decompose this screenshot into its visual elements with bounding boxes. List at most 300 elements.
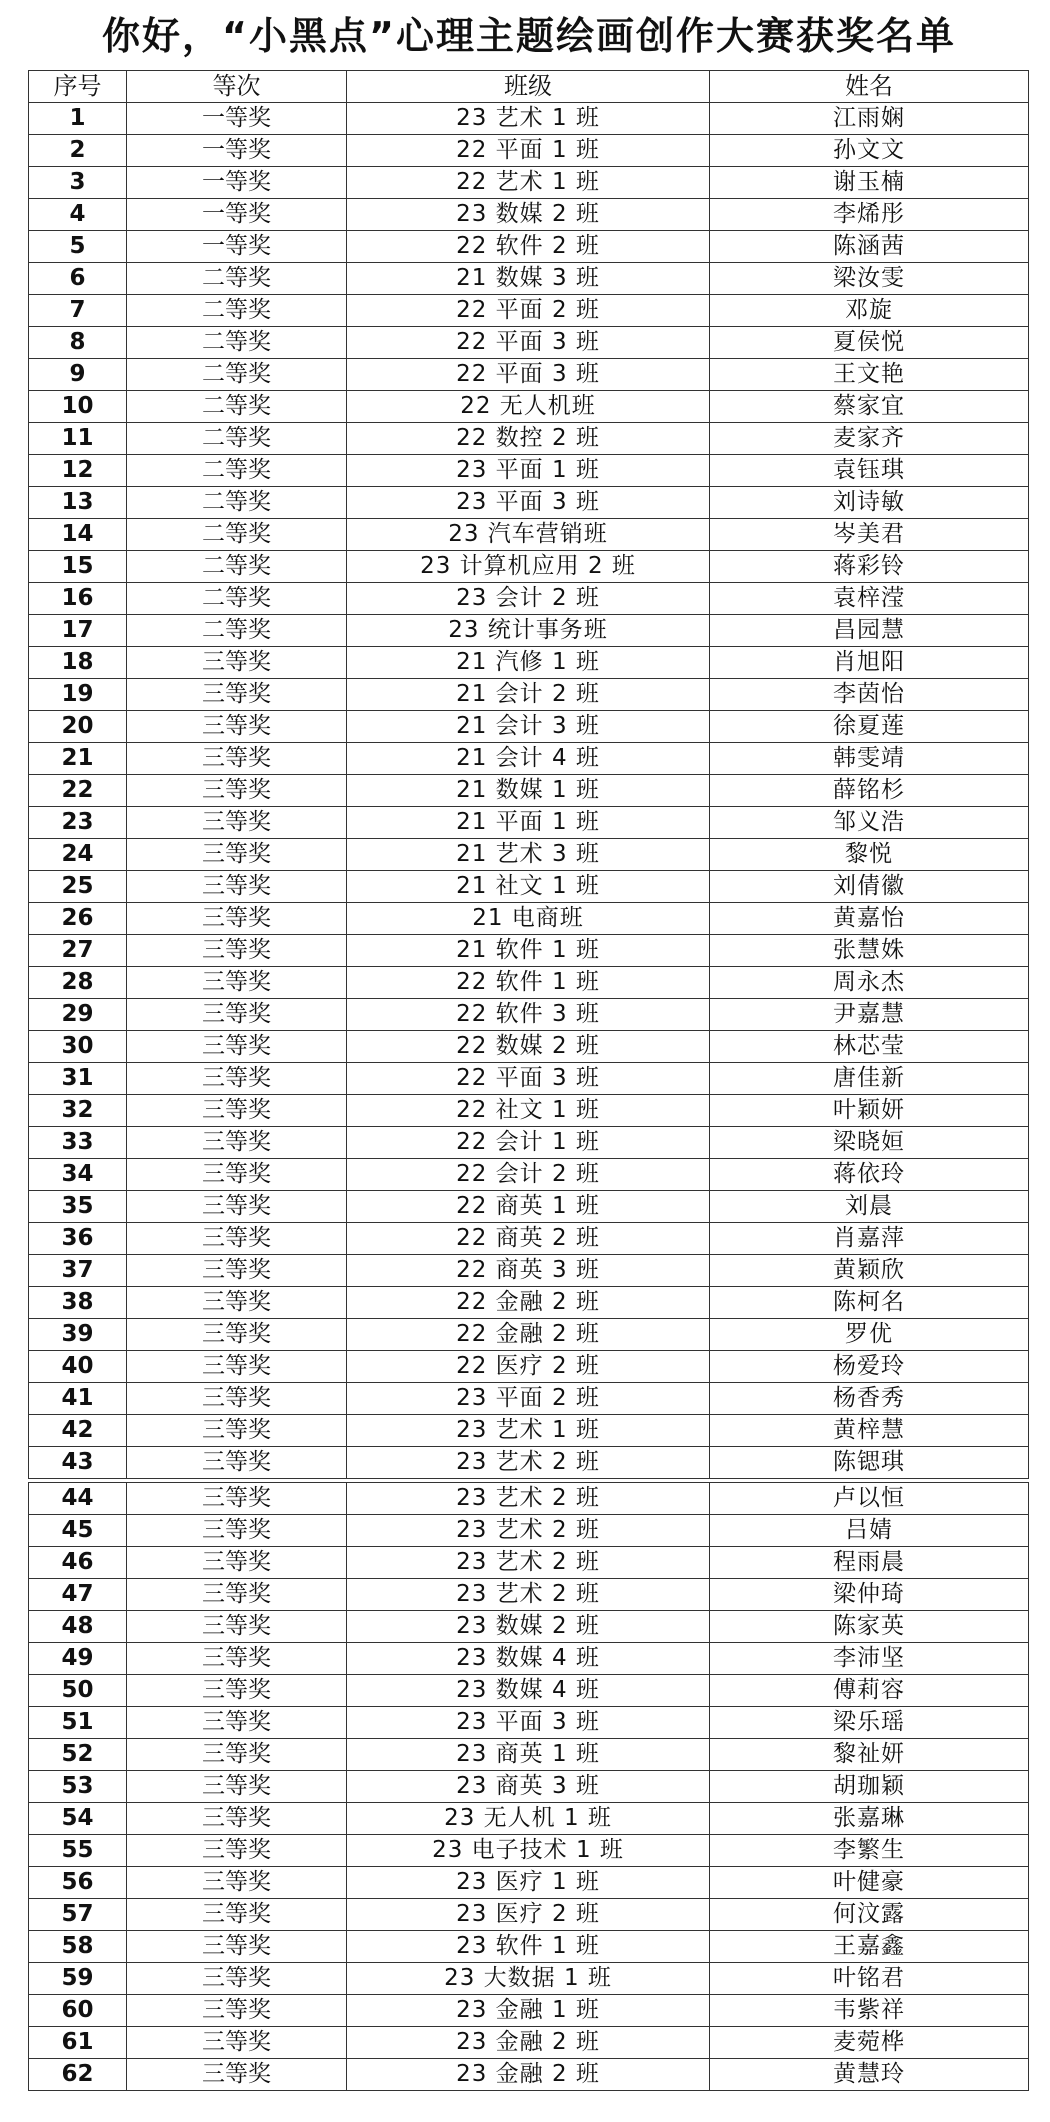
cell-class: 23 会计 2 班 <box>347 583 710 615</box>
cell-no: 31 <box>29 1063 127 1095</box>
cell-no: 7 <box>29 295 127 327</box>
cell-name: 李沛坚 <box>710 1643 1029 1675</box>
cell-no: 5 <box>29 231 127 263</box>
table-row <box>29 327 1029 359</box>
cell-award: 三等奖 <box>127 679 347 711</box>
table-row <box>29 1095 1029 1127</box>
cell-award: 二等奖 <box>127 295 347 327</box>
cell-no: 9 <box>29 359 127 391</box>
cell-name: 王嘉鑫 <box>710 1931 1029 1963</box>
cell-award: 三等奖 <box>127 1287 347 1319</box>
cell-name: 张嘉琳 <box>710 1803 1029 1835</box>
table-header-row <box>29 71 1029 103</box>
cell-no: 22 <box>29 775 127 807</box>
cell-name: 蒋依玲 <box>710 1159 1029 1191</box>
header-award: 等次 <box>127 71 347 103</box>
cell-class: 21 会计 2 班 <box>347 679 710 711</box>
table-row <box>29 935 1029 967</box>
table-row <box>29 903 1029 935</box>
cell-no: 14 <box>29 519 127 551</box>
cell-name: 麦家齐 <box>710 423 1029 455</box>
cell-award: 三等奖 <box>127 1447 347 1479</box>
cell-name: 黎祉妍 <box>710 1739 1029 1771</box>
cell-award: 三等奖 <box>127 1063 347 1095</box>
table-row <box>29 2027 1029 2059</box>
cell-award: 三等奖 <box>127 2027 347 2059</box>
cell-name: 韦紫祥 <box>710 1995 1029 2027</box>
table-row <box>29 1675 1029 1707</box>
cell-no: 49 <box>29 1643 127 1675</box>
table-row <box>29 391 1029 423</box>
table-row <box>29 199 1029 231</box>
table-row <box>29 263 1029 295</box>
cell-no: 47 <box>29 1579 127 1611</box>
cell-award: 一等奖 <box>127 199 347 231</box>
cell-class: 23 平面 2 班 <box>347 1383 710 1415</box>
cell-class: 23 电子技术 1 班 <box>347 1835 710 1867</box>
cell-class: 23 计算机应用 2 班 <box>347 551 710 583</box>
cell-name: 黄梓慧 <box>710 1415 1029 1447</box>
table-row <box>29 423 1029 455</box>
cell-no: 15 <box>29 551 127 583</box>
cell-award: 三等奖 <box>127 1675 347 1707</box>
cell-award: 三等奖 <box>127 1095 347 1127</box>
table-row <box>29 1611 1029 1643</box>
cell-award: 三等奖 <box>127 1771 347 1803</box>
cell-class: 23 商英 3 班 <box>347 1771 710 1803</box>
cell-no: 54 <box>29 1803 127 1835</box>
cell-class: 23 平面 3 班 <box>347 487 710 519</box>
table-row <box>29 839 1029 871</box>
page-title: 你好，“小黑点”心理主题绘画创作大赛获奖名单 <box>102 14 956 58</box>
cell-no: 38 <box>29 1287 127 1319</box>
cell-award: 二等奖 <box>127 487 347 519</box>
cell-name: 袁钰琪 <box>710 455 1029 487</box>
cell-name: 黎悦 <box>710 839 1029 871</box>
cell-award: 二等奖 <box>127 583 347 615</box>
cell-award: 三等奖 <box>127 1931 347 1963</box>
cell-no: 8 <box>29 327 127 359</box>
cell-class: 22 社文 1 班 <box>347 1095 710 1127</box>
cell-class: 22 平面 3 班 <box>347 327 710 359</box>
cell-no: 1 <box>29 103 127 135</box>
cell-no: 53 <box>29 1771 127 1803</box>
cell-class: 22 数媒 2 班 <box>347 1031 710 1063</box>
cell-award: 三等奖 <box>127 647 347 679</box>
cell-award: 三等奖 <box>127 1383 347 1415</box>
cell-name: 梁汝雯 <box>710 263 1029 295</box>
table-body <box>29 103 1029 2091</box>
cell-class: 21 艺术 3 班 <box>347 839 710 871</box>
cell-name: 黄慧玲 <box>710 2059 1029 2091</box>
header-name: 姓名 <box>710 71 1029 103</box>
cell-no: 56 <box>29 1867 127 1899</box>
cell-name: 李茵怡 <box>710 679 1029 711</box>
cell-class: 22 平面 3 班 <box>347 359 710 391</box>
cell-name: 邹义浩 <box>710 807 1029 839</box>
table-row <box>29 1931 1029 1963</box>
table-row <box>29 1899 1029 1931</box>
cell-class: 23 金融 2 班 <box>347 2059 710 2091</box>
table-row <box>29 1643 1029 1675</box>
cell-class: 22 平面 1 班 <box>347 135 710 167</box>
cell-no: 18 <box>29 647 127 679</box>
cell-award: 三等奖 <box>127 1319 347 1351</box>
cell-no: 40 <box>29 1351 127 1383</box>
cell-class: 23 大数据 1 班 <box>347 1963 710 1995</box>
table-row <box>29 1159 1029 1191</box>
cell-award: 二等奖 <box>127 615 347 647</box>
cell-class: 22 金融 2 班 <box>347 1287 710 1319</box>
cell-no: 35 <box>29 1191 127 1223</box>
table-row <box>29 1867 1029 1899</box>
cell-class: 22 艺术 1 班 <box>347 167 710 199</box>
table-row <box>29 1579 1029 1611</box>
cell-class: 21 电商班 <box>347 903 710 935</box>
cell-name: 梁仲琦 <box>710 1579 1029 1611</box>
cell-no: 12 <box>29 455 127 487</box>
cell-class: 22 商英 1 班 <box>347 1191 710 1223</box>
header-class: 班级 <box>347 71 710 103</box>
cell-no: 30 <box>29 1031 127 1063</box>
table-row <box>29 1351 1029 1383</box>
cell-no: 36 <box>29 1223 127 1255</box>
cell-class: 22 金融 2 班 <box>347 1319 710 1351</box>
cell-no: 19 <box>29 679 127 711</box>
cell-award: 三等奖 <box>127 1547 347 1579</box>
cell-class: 21 会计 3 班 <box>347 711 710 743</box>
table-row <box>29 1447 1029 1479</box>
cell-no: 20 <box>29 711 127 743</box>
cell-name: 叶铭君 <box>710 1963 1029 1995</box>
cell-class: 22 无人机班 <box>347 391 710 423</box>
cell-name: 尹嘉慧 <box>710 999 1029 1031</box>
cell-name: 蒋彩铃 <box>710 551 1029 583</box>
cell-award: 二等奖 <box>127 519 347 551</box>
cell-no: 16 <box>29 583 127 615</box>
cell-name: 李繁生 <box>710 1835 1029 1867</box>
cell-award: 三等奖 <box>127 871 347 903</box>
cell-class: 22 会计 1 班 <box>347 1127 710 1159</box>
cell-no: 32 <box>29 1095 127 1127</box>
cell-no: 51 <box>29 1707 127 1739</box>
table-row <box>29 967 1029 999</box>
cell-no: 59 <box>29 1963 127 1995</box>
table-row <box>29 1803 1029 1835</box>
cell-name: 梁乐瑶 <box>710 1707 1029 1739</box>
cell-class: 22 数控 2 班 <box>347 423 710 455</box>
cell-award: 三等奖 <box>127 1803 347 1835</box>
cell-no: 11 <box>29 423 127 455</box>
cell-name: 李烯彤 <box>710 199 1029 231</box>
cell-name: 刘倩徽 <box>710 871 1029 903</box>
table-row <box>29 1483 1029 1515</box>
table-row <box>29 519 1029 551</box>
table-row <box>29 1963 1029 1995</box>
cell-class: 23 艺术 2 班 <box>347 1547 710 1579</box>
cell-no: 44 <box>29 1483 127 1515</box>
cell-no: 26 <box>29 903 127 935</box>
cell-name: 王文艳 <box>710 359 1029 391</box>
cell-award: 三等奖 <box>127 1867 347 1899</box>
cell-name: 刘晨 <box>710 1191 1029 1223</box>
header-no: 序号 <box>29 71 127 103</box>
cell-award: 三等奖 <box>127 1483 347 1515</box>
cell-no: 42 <box>29 1415 127 1447</box>
table-row <box>29 711 1029 743</box>
cell-no: 45 <box>29 1515 127 1547</box>
table-row <box>29 1223 1029 1255</box>
cell-no: 2 <box>29 135 127 167</box>
cell-no: 6 <box>29 263 127 295</box>
cell-class: 22 平面 2 班 <box>347 295 710 327</box>
cell-no: 13 <box>29 487 127 519</box>
cell-class: 21 平面 1 班 <box>347 807 710 839</box>
cell-name: 叶健豪 <box>710 1867 1029 1899</box>
cell-name: 黄颖欣 <box>710 1255 1029 1287</box>
table-row <box>29 455 1029 487</box>
cell-award: 三等奖 <box>127 775 347 807</box>
cell-class: 23 软件 1 班 <box>347 1931 710 1963</box>
table-row <box>29 551 1029 583</box>
cell-name: 孙文文 <box>710 135 1029 167</box>
cell-award: 二等奖 <box>127 551 347 583</box>
cell-name: 谢玉楠 <box>710 167 1029 199</box>
cell-name: 岑美君 <box>710 519 1029 551</box>
cell-no: 3 <box>29 167 127 199</box>
cell-class: 23 艺术 2 班 <box>347 1447 710 1479</box>
cell-no: 61 <box>29 2027 127 2059</box>
cell-name: 傅莉容 <box>710 1675 1029 1707</box>
cell-class: 22 软件 2 班 <box>347 231 710 263</box>
cell-class: 22 商英 3 班 <box>347 1255 710 1287</box>
table-row <box>29 359 1029 391</box>
table-row <box>29 487 1029 519</box>
table-row <box>29 1031 1029 1063</box>
table-row <box>29 103 1029 135</box>
cell-award: 二等奖 <box>127 423 347 455</box>
table-row <box>29 743 1029 775</box>
table-row <box>29 807 1029 839</box>
cell-award: 三等奖 <box>127 1707 347 1739</box>
cell-award: 三等奖 <box>127 1127 347 1159</box>
cell-name: 叶颖妍 <box>710 1095 1029 1127</box>
cell-class: 23 统计事务班 <box>347 615 710 647</box>
table-row <box>29 1771 1029 1803</box>
cell-name: 杨香秀 <box>710 1383 1029 1415</box>
cell-no: 50 <box>29 1675 127 1707</box>
cell-class: 22 商英 2 班 <box>347 1223 710 1255</box>
table-row <box>29 2059 1029 2091</box>
cell-name: 韩雯靖 <box>710 743 1029 775</box>
cell-award: 三等奖 <box>127 1995 347 2027</box>
cell-award: 三等奖 <box>127 2059 347 2091</box>
table-row <box>29 1191 1029 1223</box>
cell-name: 胡珈颖 <box>710 1771 1029 1803</box>
cell-no: 10 <box>29 391 127 423</box>
cell-class: 23 金融 2 班 <box>347 2027 710 2059</box>
cell-award: 二等奖 <box>127 391 347 423</box>
cell-award: 一等奖 <box>127 167 347 199</box>
cell-name: 邓旋 <box>710 295 1029 327</box>
cell-award: 三等奖 <box>127 1031 347 1063</box>
cell-award: 三等奖 <box>127 1515 347 1547</box>
cell-no: 48 <box>29 1611 127 1643</box>
cell-award: 三等奖 <box>127 1579 347 1611</box>
cell-no: 52 <box>29 1739 127 1771</box>
cell-no: 37 <box>29 1255 127 1287</box>
cell-no: 43 <box>29 1447 127 1479</box>
cell-name: 袁梓滢 <box>710 583 1029 615</box>
cell-award: 一等奖 <box>127 135 347 167</box>
table-row <box>29 1515 1029 1547</box>
cell-name: 吕婧 <box>710 1515 1029 1547</box>
cell-name: 陈柯名 <box>710 1287 1029 1319</box>
table-row <box>29 295 1029 327</box>
cell-name: 刘诗敏 <box>710 487 1029 519</box>
table-row <box>29 583 1029 615</box>
table-row <box>29 1287 1029 1319</box>
cell-award: 三等奖 <box>127 1643 347 1675</box>
cell-no: 17 <box>29 615 127 647</box>
table-row <box>29 1835 1029 1867</box>
cell-no: 25 <box>29 871 127 903</box>
cell-no: 62 <box>29 2059 127 2091</box>
cell-award: 三等奖 <box>127 743 347 775</box>
cell-class: 23 汽车营销班 <box>347 519 710 551</box>
cell-class: 21 数媒 3 班 <box>347 263 710 295</box>
cell-class: 23 无人机 1 班 <box>347 1803 710 1835</box>
cell-name: 麦菀桦 <box>710 2027 1029 2059</box>
cell-name: 肖旭阳 <box>710 647 1029 679</box>
cell-class: 22 软件 3 班 <box>347 999 710 1031</box>
cell-award: 三等奖 <box>127 1223 347 1255</box>
cell-award: 三等奖 <box>127 1159 347 1191</box>
cell-name: 夏侯悦 <box>710 327 1029 359</box>
award-table <box>28 70 1029 2091</box>
cell-name: 罗优 <box>710 1319 1029 1351</box>
cell-award: 三等奖 <box>127 1963 347 1995</box>
cell-award: 三等奖 <box>127 807 347 839</box>
cell-name: 梁晓姮 <box>710 1127 1029 1159</box>
table-row <box>29 1995 1029 2027</box>
cell-award: 三等奖 <box>127 1739 347 1771</box>
cell-award: 三等奖 <box>127 711 347 743</box>
cell-name: 林芯莹 <box>710 1031 1029 1063</box>
table-row <box>29 775 1029 807</box>
cell-class: 23 艺术 2 班 <box>347 1515 710 1547</box>
cell-award: 一等奖 <box>127 103 347 135</box>
cell-no: 39 <box>29 1319 127 1351</box>
cell-class: 23 平面 3 班 <box>347 1707 710 1739</box>
cell-no: 33 <box>29 1127 127 1159</box>
cell-no: 21 <box>29 743 127 775</box>
cell-name: 陈涵茜 <box>710 231 1029 263</box>
cell-award: 三等奖 <box>127 1191 347 1223</box>
cell-no: 27 <box>29 935 127 967</box>
table-row <box>29 615 1029 647</box>
cell-class: 23 医疗 1 班 <box>347 1867 710 1899</box>
table-row <box>29 1319 1029 1351</box>
table-row <box>29 135 1029 167</box>
cell-class: 23 数媒 2 班 <box>347 1611 710 1643</box>
cell-class: 22 软件 1 班 <box>347 967 710 999</box>
cell-award: 一等奖 <box>127 231 347 263</box>
cell-no: 29 <box>29 999 127 1031</box>
cell-award: 二等奖 <box>127 359 347 391</box>
cell-name: 黄嘉怡 <box>710 903 1029 935</box>
cell-class: 23 艺术 2 班 <box>347 1579 710 1611</box>
cell-no: 28 <box>29 967 127 999</box>
table-row <box>29 167 1029 199</box>
cell-class: 22 平面 3 班 <box>347 1063 710 1095</box>
cell-name: 张慧姝 <box>710 935 1029 967</box>
cell-class: 23 艺术 1 班 <box>347 1415 710 1447</box>
cell-award: 三等奖 <box>127 1899 347 1931</box>
cell-award: 二等奖 <box>127 455 347 487</box>
table-row <box>29 1383 1029 1415</box>
cell-no: 46 <box>29 1547 127 1579</box>
cell-class: 21 社文 1 班 <box>347 871 710 903</box>
cell-class: 23 数媒 2 班 <box>347 199 710 231</box>
cell-no: 4 <box>29 199 127 231</box>
cell-no: 58 <box>29 1931 127 1963</box>
cell-class: 22 医疗 2 班 <box>347 1351 710 1383</box>
table-row <box>29 1127 1029 1159</box>
cell-name: 薛铭杉 <box>710 775 1029 807</box>
cell-name: 唐佳新 <box>710 1063 1029 1095</box>
cell-name: 何汶露 <box>710 1899 1029 1931</box>
table-row <box>29 999 1029 1031</box>
cell-no: 55 <box>29 1835 127 1867</box>
cell-name: 江雨娴 <box>710 103 1029 135</box>
cell-class: 23 平面 1 班 <box>347 455 710 487</box>
table-row <box>29 1547 1029 1579</box>
table-row <box>29 1415 1029 1447</box>
table-row <box>29 1063 1029 1095</box>
cell-award: 三等奖 <box>127 839 347 871</box>
table-row <box>29 871 1029 903</box>
cell-class: 23 数媒 4 班 <box>347 1675 710 1707</box>
table-row <box>29 647 1029 679</box>
cell-no: 41 <box>29 1383 127 1415</box>
cell-name: 周永杰 <box>710 967 1029 999</box>
table-row <box>29 679 1029 711</box>
cell-award: 三等奖 <box>127 1611 347 1643</box>
cell-no: 57 <box>29 1899 127 1931</box>
cell-no: 23 <box>29 807 127 839</box>
cell-award: 二等奖 <box>127 263 347 295</box>
cell-name: 程雨晨 <box>710 1547 1029 1579</box>
cell-name: 杨爱玲 <box>710 1351 1029 1383</box>
cell-name: 昌园慧 <box>710 615 1029 647</box>
cell-award: 三等奖 <box>127 999 347 1031</box>
cell-class: 21 会计 4 班 <box>347 743 710 775</box>
cell-class: 22 会计 2 班 <box>347 1159 710 1191</box>
cell-no: 34 <box>29 1159 127 1191</box>
table-row <box>29 1255 1029 1287</box>
cell-award: 二等奖 <box>127 327 347 359</box>
cell-award: 三等奖 <box>127 967 347 999</box>
cell-class: 21 软件 1 班 <box>347 935 710 967</box>
cell-no: 24 <box>29 839 127 871</box>
cell-class: 23 医疗 2 班 <box>347 1899 710 1931</box>
cell-award: 三等奖 <box>127 1351 347 1383</box>
cell-class: 21 数媒 1 班 <box>347 775 710 807</box>
cell-no: 60 <box>29 1995 127 2027</box>
cell-class: 23 艺术 2 班 <box>347 1483 710 1515</box>
cell-award: 三等奖 <box>127 1415 347 1447</box>
